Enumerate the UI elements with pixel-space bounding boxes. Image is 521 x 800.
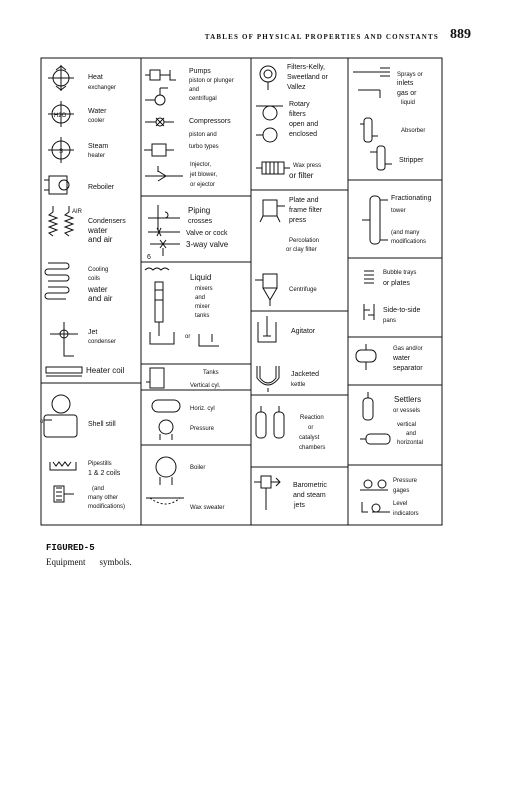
label-pipestills-5: modifications): [88, 504, 126, 510]
label-agitator: Agitator: [291, 328, 316, 335]
symbol-wax-press: [256, 162, 290, 174]
figure-caption: [46, 543, 132, 567]
label-piping-1: Piping: [188, 206, 211, 215]
label-side-1: Side-to-side: [383, 307, 421, 314]
label-frac-1: Fractionating: [391, 195, 432, 202]
label-settlers-1: Settlers: [394, 395, 422, 404]
symbol-bubble-trays: [364, 271, 374, 283]
label-pumps-2: piston or plunger: [189, 78, 234, 84]
label-sprays-3: gas or: [397, 90, 417, 97]
label-level-1: Level: [393, 501, 408, 507]
caption-text: [46, 557, 132, 567]
symbol-tanks-vertical: [146, 368, 164, 388]
symbol-shell-still: [44, 395, 77, 437]
label-pumps-4: centrifugal: [189, 96, 217, 102]
label-cooling-3: water: [88, 285, 108, 294]
label-settlers-2: or vessels: [393, 408, 421, 414]
label-steam-2: heater: [88, 153, 106, 159]
label-condensers-3: and air: [88, 235, 113, 244]
symbol-agitator: [258, 316, 276, 342]
glyph-air: AIR: [72, 209, 83, 215]
label-cooling-4: and air: [88, 294, 113, 303]
label-pipestills-1: Pipestills: [88, 461, 112, 467]
running-title: TABLES OF PHYSICAL PROPERTIES AND CONSTANTS: [204, 33, 439, 41]
symbol-pressure-gages: [360, 480, 388, 490]
label-frac-3: (and many: [391, 230, 420, 236]
label-injector-3: or ejector: [190, 182, 216, 188]
label-liquid-2: mixers: [195, 286, 213, 292]
label-gws-2: water: [393, 355, 411, 362]
label-rotary-4: enclosed: [289, 131, 318, 138]
glyph-h2o: H2O: [54, 113, 67, 119]
label-shell-still: Shell still: [88, 421, 116, 428]
caption-text-b: symbols.: [99, 557, 132, 567]
label-horiz-cyl: Horiz. cyl: [190, 406, 215, 412]
label-compressors-3: turbo types: [189, 144, 219, 150]
label-gages-1: Pressure: [393, 478, 418, 484]
label-barometric-1: Barometric: [293, 482, 327, 489]
symbol-reaction-chambers: [256, 406, 284, 438]
symbol-fractionating-tower: [362, 196, 388, 244]
label-frac-2: tower: [391, 208, 406, 214]
label-stripper: Stripper: [399, 157, 424, 164]
label-wax-press-1: Wax press: [293, 163, 322, 169]
label-tanks-1: Tanks: [203, 370, 219, 376]
symbol-filters-kelly: [260, 66, 276, 90]
label-side-2: pans: [383, 318, 397, 324]
label-settlers-3: vertical: [397, 422, 417, 428]
label-pumps-3: and: [189, 87, 200, 93]
label-rotary-2: filters: [289, 111, 306, 118]
symbol-barometric-jets: [254, 476, 280, 510]
symbol-injector: [145, 166, 183, 181]
label-three-way: 3-way valve: [186, 240, 229, 249]
label-percolation-2: or clay filter: [286, 247, 317, 253]
label-reaction-3: catalyst: [299, 435, 320, 441]
label-compressors-2: piston and: [189, 132, 217, 138]
symbol-absorber: [360, 118, 378, 142]
symbol-level-indicators: [362, 502, 390, 512]
label-wax-sweater: Wax sweater: [190, 505, 225, 511]
label-liquid-4: mixer: [195, 304, 210, 310]
label-percolation-1: Percolation: [289, 238, 320, 244]
label-heater-coil: Heater coil: [86, 366, 125, 375]
label-compressors-1: Compressors: [189, 118, 231, 125]
label-barometric-3: jets: [294, 502, 305, 509]
figure-number: FIGURED-5: [46, 543, 95, 553]
label-pipestills-4: many other: [88, 495, 119, 501]
symbol-plate-frame: [260, 200, 285, 222]
label-settlers-4: and: [406, 431, 417, 437]
label-rotary-3: open and: [289, 121, 319, 128]
label-centrifuge: Centrifuge: [289, 287, 317, 293]
glyph-s: S: [59, 149, 64, 155]
label-gages-2: gages: [393, 488, 410, 494]
label-sprays-1: Sprays or: [397, 72, 423, 78]
label-reboiler: Reboiler: [88, 184, 115, 191]
symbol-heater-coil: [46, 367, 82, 376]
label-jet-1: Jet: [88, 329, 98, 336]
label-sprays-4: liquid: [401, 100, 416, 106]
symbol-piping-crosses: [148, 205, 180, 256]
symbol-centrifuge: [255, 274, 277, 306]
label-jet-2: condenser: [88, 339, 117, 345]
label-filters-3: Vallez: [287, 84, 306, 91]
label-reaction-2: or: [308, 425, 314, 431]
label-liquid-3: and: [195, 295, 206, 301]
label-cooling-1: Cooling: [88, 267, 109, 273]
symbol-jacketed-kettle: [257, 366, 279, 392]
caption-text-a: Equipment: [46, 557, 86, 567]
symbol-settlers: [360, 392, 390, 444]
label-injector-2: jet blower,: [190, 172, 218, 178]
label-rotary-1: Rotary: [289, 101, 310, 108]
label-injector-1: Injector,: [190, 162, 212, 168]
label-pipestills-3: (and: [92, 486, 105, 492]
label-liquid-1: Liquid: [190, 273, 212, 282]
label-bubble-2: or plates: [383, 280, 410, 287]
symbol-cooling-coils: [45, 263, 69, 299]
symbol-sprays: [353, 68, 390, 98]
label-boiler: Boiler: [190, 465, 206, 471]
symbol-boiler: [156, 457, 176, 485]
label-piping-2: crosses: [188, 218, 213, 225]
symbol-wax-sweater: [146, 498, 184, 504]
label-filters-2: Sweetland or: [287, 74, 328, 81]
label-sprays-2: inlets: [397, 80, 414, 87]
label-plate-1: Plate and: [289, 197, 319, 204]
symbol-jet-condenser: [50, 322, 78, 356]
glyph-six: 6: [147, 254, 151, 261]
symbol-horiz-cyl: [152, 400, 180, 412]
label-heat-2: exchanger: [88, 85, 117, 91]
label-pressure: Pressure: [190, 426, 215, 432]
label-condensers-1: Condensers: [88, 218, 126, 225]
symbol-stripper: [370, 146, 392, 170]
label-level-2: indicators: [393, 511, 419, 517]
label-cooling-2: coils: [88, 276, 101, 282]
symbol-reboiler: [44, 176, 69, 194]
label-tanks-2: Vertical cyl.: [190, 383, 221, 389]
label-valve-cock: Valve or cock: [186, 230, 228, 237]
label-reaction-1: Reaction: [300, 415, 324, 421]
label-bubble-1: Bubble trays: [383, 270, 417, 276]
symbol-pumps: [145, 70, 176, 105]
label-plate-3: press: [289, 217, 307, 224]
symbol-heat-exchanger: [48, 65, 74, 91]
label-absorber: Absorber: [401, 128, 426, 134]
label-barometric-2: and steam: [293, 492, 326, 499]
symbol-pressure-vessel: [159, 420, 173, 440]
glyph-or-shell: or: [40, 419, 46, 425]
glyph-or-mixer: or: [185, 334, 191, 340]
symbol-compressors: [144, 118, 174, 156]
label-settlers-5: horizontal: [397, 440, 424, 446]
symbol-gas-water-separator: [356, 344, 376, 370]
label-water-cooler-1: Water: [88, 108, 107, 115]
label-jacketed-1: Jacketed: [291, 371, 320, 378]
label-frac-4: modifications: [391, 239, 427, 245]
symbol-condensers: [49, 206, 73, 236]
label-gws-3: separator: [393, 365, 423, 372]
label-pumps-1: Pumps: [189, 68, 211, 75]
label-liquid-5: tanks: [195, 313, 210, 319]
symbol-side-to-side: [364, 304, 374, 320]
label-jacketed-2: kettle: [291, 382, 306, 388]
label-filters-1: Filters-Kelly,: [287, 64, 325, 71]
label-pipestills-2: 1 & 2 coils: [88, 470, 121, 477]
page-number: 889: [450, 27, 471, 42]
label-steam-1: Steam: [88, 143, 109, 150]
label-heat-1: Heat: [88, 74, 103, 81]
label-water-cooler-2: cooler: [88, 118, 105, 124]
symbol-pipestills: [50, 462, 76, 502]
label-reaction-4: chambers: [299, 445, 326, 451]
label-plate-2: frame filter: [289, 207, 323, 214]
label-gws-1: Gas and/or: [393, 346, 423, 352]
label-condensers-2: water: [88, 226, 108, 235]
symbol-rotary-filters: [256, 106, 283, 142]
label-wax-press-2: or filter: [289, 171, 314, 180]
